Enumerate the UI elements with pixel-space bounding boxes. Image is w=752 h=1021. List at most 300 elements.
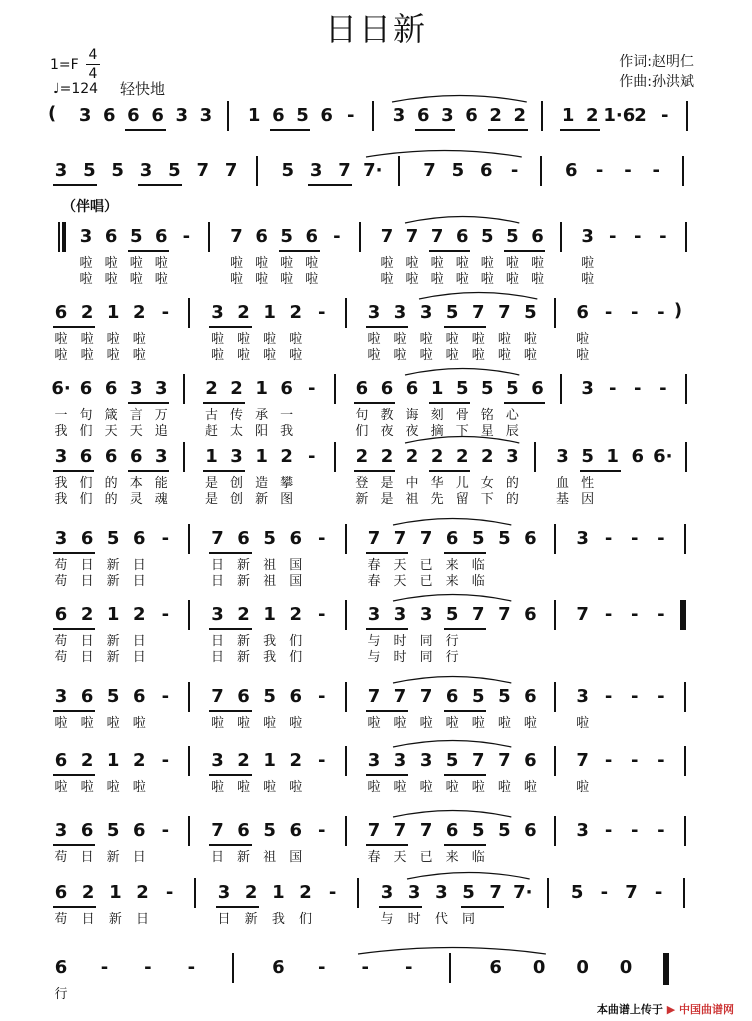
note: 5 (472, 528, 485, 549)
barline (256, 156, 258, 186)
note: 1·6 (603, 105, 636, 126)
note: 2 (299, 882, 312, 903)
score-system (0, 158, 752, 186)
beam-underline (488, 129, 528, 131)
lyric-char: 啦 (380, 272, 394, 287)
note: 2 (80, 604, 94, 625)
note: 6 (54, 604, 68, 625)
lyric-char: 们 (79, 492, 93, 507)
note: 7· (363, 160, 383, 181)
barline (560, 222, 562, 252)
note: 2 (430, 446, 444, 467)
note: 2 (289, 302, 302, 323)
lyric-char: 啦 (210, 332, 224, 347)
note: 6· (653, 446, 673, 467)
lyric-char: 新 (355, 492, 369, 507)
beam-underline (53, 906, 96, 908)
note: 2 (585, 105, 599, 126)
sustain-dash: - (161, 528, 170, 549)
lyric-char: 们 (79, 424, 93, 439)
note: 7 (224, 160, 238, 181)
lyric-char: 啦 (54, 332, 68, 347)
lyric-char: 下 (480, 492, 494, 507)
lyric-char: 啦 (393, 348, 407, 363)
note: 6 (80, 528, 94, 549)
lyric-char: 啦 (576, 332, 590, 347)
lyric-char: 中 (405, 476, 419, 491)
lyric-char: 啦 (263, 332, 277, 347)
note: 5 (472, 686, 485, 707)
sustain-dash: - (161, 302, 170, 323)
sustain-dash: - (361, 957, 369, 978)
lyric-char: 创 (230, 476, 244, 491)
lyric-char: 日 (210, 650, 224, 665)
note: 6 (416, 105, 430, 126)
bracket: ) (673, 300, 683, 321)
lyric-char: 日 (80, 574, 94, 589)
sustain-dash: - (604, 820, 613, 841)
lyric-char: 新 (237, 650, 251, 665)
note: 3 (407, 882, 421, 903)
lyric-char: 的 (104, 476, 118, 491)
note: 3 (54, 160, 68, 181)
note: 3 (54, 686, 68, 707)
beam-underline (461, 906, 504, 908)
note: 5 (445, 604, 459, 625)
note: 3 (419, 302, 433, 323)
note: 6 (524, 750, 537, 771)
barline (359, 222, 361, 252)
lyric-char: 来 (445, 574, 459, 589)
sustain-dash: - (161, 604, 170, 625)
lyric-char: 啦 (210, 716, 224, 731)
lyric-char: 天 (393, 574, 407, 589)
note: 2 (205, 378, 218, 399)
barline (183, 442, 185, 472)
note: 5 (280, 226, 293, 247)
sustain-dash: - (624, 160, 632, 181)
barline (398, 156, 400, 186)
note: 1 (263, 302, 276, 323)
note: 7 (489, 882, 502, 903)
note: 3 (199, 105, 213, 126)
note: 6 (104, 446, 118, 467)
note: 1 (106, 302, 120, 323)
score-system (0, 684, 752, 731)
lyric-char: 的 (505, 492, 519, 507)
note: 1 (109, 882, 122, 903)
note: 6 (79, 446, 93, 467)
note: 7 (472, 750, 485, 771)
barline (534, 442, 536, 472)
note: 1 (255, 446, 268, 467)
note: 6 (280, 378, 293, 399)
note: 6 (455, 226, 469, 247)
lyric-char: 啦 (237, 716, 251, 731)
beam-underline (209, 774, 251, 776)
lyric-char: 啦 (505, 272, 519, 287)
lyric-char: 日 (132, 574, 146, 589)
sustain-dash: - (144, 957, 152, 978)
slur-mark (390, 91, 531, 103)
sustain-dash: - (604, 528, 613, 549)
note: 6 (479, 160, 493, 181)
lyric-char: 新 (237, 558, 251, 573)
note: 5 (498, 820, 511, 841)
slur-mark (364, 146, 526, 158)
note: 7 (196, 160, 209, 181)
note: 3 (393, 302, 407, 323)
note: 7 (211, 686, 224, 707)
repeat-barline (663, 953, 667, 985)
note: 6 (272, 105, 285, 126)
lyric-char: 啦 (106, 348, 120, 363)
barline (334, 374, 336, 404)
lyric-char: 日 (80, 558, 94, 573)
lyric-char: 铭 (480, 408, 494, 423)
note: 7 (230, 226, 243, 247)
sustain-dash: - (657, 302, 665, 323)
beam-underline (504, 402, 545, 404)
repeat-barline (58, 222, 60, 252)
note: 6 (489, 957, 502, 978)
note: 7 (393, 528, 407, 549)
lyric-char: 啦 (367, 716, 381, 731)
note: 6 (237, 686, 250, 707)
sustain-dash: - (657, 820, 665, 841)
beam-underline (366, 710, 408, 712)
beam-underline (270, 129, 310, 131)
note: 1 (263, 604, 276, 625)
lyric-char: 来 (445, 558, 459, 573)
lyric-char: 阳 (255, 424, 269, 439)
lyric-char: 春 (367, 558, 381, 573)
lyric-char: 已 (419, 558, 433, 573)
barline (682, 156, 684, 186)
lyric-char: 言 (129, 408, 143, 423)
lyric-char: 灵 (129, 492, 143, 507)
lyric-char: 啦 (132, 716, 146, 731)
note: 3 (393, 604, 407, 625)
note: 5 (168, 160, 181, 181)
lyric-char: 啦 (530, 272, 544, 287)
note: 2 (489, 105, 502, 126)
slur-mark (403, 212, 523, 224)
sustain-dash: - (318, 820, 326, 841)
note: 5 (281, 160, 295, 181)
note: 6 (445, 686, 459, 707)
note: 2 (481, 446, 494, 467)
note: 7 (338, 160, 351, 181)
upload-footer (597, 1001, 734, 1017)
note: 6 (54, 302, 68, 323)
lyric-char: 国 (289, 574, 303, 589)
note: 6 (289, 686, 302, 707)
note: 3 (419, 604, 433, 625)
note: 5 (462, 882, 475, 903)
note: 5 (481, 378, 494, 399)
repeat-barline (62, 222, 66, 252)
note: 2 (132, 302, 146, 323)
lyric-char: 古 (204, 408, 218, 423)
tempo-value: =124 (59, 81, 99, 97)
note: 3 (576, 528, 589, 549)
note: 5 (451, 160, 465, 181)
note: 7· (513, 882, 533, 903)
note: 6 (272, 957, 285, 978)
lyric-char: 一 (54, 408, 68, 423)
lyric-char: 句 (355, 408, 369, 423)
note: 6 (104, 226, 118, 247)
note: 7 (405, 226, 419, 247)
lyric-char: 啦 (505, 256, 519, 271)
lyric-char: 啦 (289, 348, 303, 363)
note: 5 (455, 378, 469, 399)
sustain-dash: - (308, 446, 316, 467)
note: 3 (155, 446, 168, 467)
note: 6 (445, 528, 459, 549)
beam-underline (308, 184, 352, 186)
beam-underline (366, 628, 408, 630)
lyric-char: 啦 (305, 272, 319, 287)
barline (686, 101, 688, 131)
beam-underline (429, 250, 470, 252)
lyric-char: 啦 (289, 332, 303, 347)
note: 3 (581, 226, 594, 247)
bracket: ( (48, 103, 57, 124)
lyric-char: 啦 (581, 256, 595, 271)
note: 6 (289, 528, 302, 549)
lyric-char: 日 (217, 912, 231, 927)
lyric-char: 图 (280, 492, 294, 507)
lyric-char: 啦 (430, 256, 444, 271)
barline (554, 600, 556, 630)
lyric-char: 日 (132, 558, 146, 573)
sustain-dash: - (600, 882, 609, 903)
note: 5 (581, 446, 594, 467)
lyric-char: 万 (154, 408, 168, 423)
lyric-char: 刻 (430, 408, 444, 423)
lyric-char: 国 (289, 850, 303, 865)
note: 6 (305, 226, 319, 247)
repeat-barline (684, 600, 686, 630)
lyric-char: 啦 (210, 348, 224, 363)
lyric-char: 啦 (237, 348, 251, 363)
note: 6 (132, 820, 146, 841)
beam-underline (366, 844, 408, 846)
note: 5 (472, 820, 485, 841)
lyric-char: 行 (54, 987, 68, 1002)
lyric-char: 啦 (104, 256, 118, 271)
lyric-char: 啦 (132, 780, 146, 795)
lyric-char: 祖 (263, 558, 277, 573)
note: 6 (631, 446, 645, 467)
lyric-char: 祖 (405, 492, 419, 507)
beam-underline (128, 402, 169, 404)
note: 6 (445, 820, 459, 841)
beam-underline (203, 470, 244, 472)
barline (334, 442, 336, 472)
lyric-char: 苟 (54, 634, 68, 649)
lyric-char: 啦 (393, 716, 407, 731)
lyric-char: 我 (263, 634, 277, 649)
lyric-char: 是 (204, 492, 218, 507)
barline (188, 298, 190, 328)
lyric-char: 啦 (132, 332, 146, 347)
tempo (53, 80, 98, 98)
slur-mark (391, 736, 515, 748)
note: 0 (532, 957, 546, 978)
note: 6 (465, 105, 478, 126)
lyric-char: 们 (298, 912, 312, 927)
lyric-char: 日 (132, 850, 146, 865)
barline (554, 298, 556, 328)
score-system (0, 444, 752, 507)
upload-note: 本曲谱上传于 (596, 1003, 663, 1016)
sustain-dash: - (161, 750, 170, 771)
lyric-char: 登 (355, 476, 369, 491)
barline (560, 374, 562, 404)
note: 3 (217, 882, 231, 903)
note: 7 (472, 302, 485, 323)
lyric-char: 新 (237, 634, 251, 649)
lyric-char: 啦 (576, 348, 590, 363)
note: 6 (127, 105, 140, 126)
repeat-barline (680, 600, 684, 630)
sustain-dash: - (318, 604, 326, 625)
note: 3 (211, 604, 224, 625)
note: 3 (581, 378, 594, 399)
lyric-char: 追 (154, 424, 168, 439)
slur-mark (405, 868, 534, 880)
lyric-char: 啦 (79, 256, 93, 271)
note: 6 (524, 820, 537, 841)
note: 6 (237, 820, 250, 841)
note: 3 (441, 105, 454, 126)
lyric-char: 攀 (280, 476, 294, 491)
note: 2 (80, 302, 94, 323)
time-signature (86, 46, 100, 83)
note: 2 (244, 882, 258, 903)
note: 2 (136, 882, 149, 903)
note: 3 (211, 302, 224, 323)
sustain-dash: - (634, 378, 642, 399)
lyric-char: 新 (106, 650, 120, 665)
beam-underline (209, 552, 251, 554)
note: 1 (606, 446, 619, 467)
beam-underline (53, 470, 94, 472)
lyric-char: 啦 (263, 780, 277, 795)
lyric-char: 箴 (104, 408, 118, 423)
sustain-dash: - (608, 378, 617, 399)
lyric-char: 啦 (106, 332, 120, 347)
lyric-char: 基 (556, 492, 570, 507)
sustain-dash: - (318, 528, 326, 549)
note: 1 (205, 446, 218, 467)
lyric-char: 啦 (129, 272, 143, 287)
score-system (0, 818, 752, 865)
note: 7 (498, 750, 511, 771)
note: 6 (255, 226, 268, 247)
slur-mark (391, 590, 515, 602)
note: 1 (263, 750, 276, 771)
note: 3 (139, 160, 153, 181)
note: 7 (211, 820, 224, 841)
lyric-char: 天 (393, 558, 407, 573)
beam-underline (279, 250, 320, 252)
lyric-char: 啦 (497, 716, 511, 731)
sustain-dash: - (631, 528, 639, 549)
lyric-char: 新 (108, 912, 122, 927)
lyric-char: 心 (505, 408, 519, 423)
lyric-char: 一 (280, 408, 294, 423)
lyric-char: 啦 (445, 348, 459, 363)
note: 2 (380, 446, 394, 467)
note: 2 (280, 446, 293, 467)
note: 3 (78, 105, 92, 126)
score-system (0, 602, 752, 665)
lyric-char: 啦 (280, 256, 294, 271)
lyric-char: 我 (280, 424, 294, 439)
note: 6 (79, 378, 93, 399)
lyric-char: 啦 (132, 348, 146, 363)
note: 6 (320, 105, 333, 126)
lyric-char: 啦 (471, 348, 485, 363)
lyric-char: 啦 (106, 716, 120, 731)
site-logo-icon: ▶ (666, 1003, 676, 1016)
barline (372, 101, 374, 131)
beam-underline (444, 326, 486, 328)
note: 5 (445, 750, 459, 771)
note: 6 (380, 378, 394, 399)
note: 0 (619, 957, 633, 978)
sustain-dash: - (631, 604, 639, 625)
note: 5 (263, 528, 276, 549)
sustain-dash: - (308, 378, 316, 399)
lyric-char: 啦 (289, 716, 303, 731)
barline (345, 816, 347, 846)
lyric-char: 啦 (255, 256, 269, 271)
lyric-char: 魂 (154, 492, 168, 507)
lyric-char: 夜 (405, 424, 419, 439)
lyric-char: 啦 (210, 780, 224, 795)
note: 2 (81, 882, 95, 903)
sustain-dash: - (608, 226, 617, 247)
note: 3 (392, 105, 406, 126)
barline (554, 746, 556, 776)
beam-underline (209, 628, 251, 630)
note: 6 (104, 378, 118, 399)
lyric-char: 啦 (367, 780, 381, 795)
barline (345, 746, 347, 776)
lyric-char: 啦 (455, 256, 469, 271)
lyric-char: 日 (81, 912, 95, 927)
lyric-char: 传 (230, 408, 244, 423)
lyric-char: 诲 (405, 408, 419, 423)
lyric-char: 春 (367, 574, 381, 589)
note: 7 (367, 820, 381, 841)
beam-underline (444, 844, 486, 846)
barline (554, 816, 556, 846)
note: 1 (430, 378, 444, 399)
site-logo: 中国曲谱网 (679, 1003, 734, 1016)
lyric-char: 啦 (471, 716, 485, 731)
beam-underline (216, 906, 259, 908)
lyric-char: 啦 (497, 332, 511, 347)
barline (194, 878, 196, 908)
note: 2 (289, 750, 302, 771)
beam-underline (354, 402, 395, 404)
